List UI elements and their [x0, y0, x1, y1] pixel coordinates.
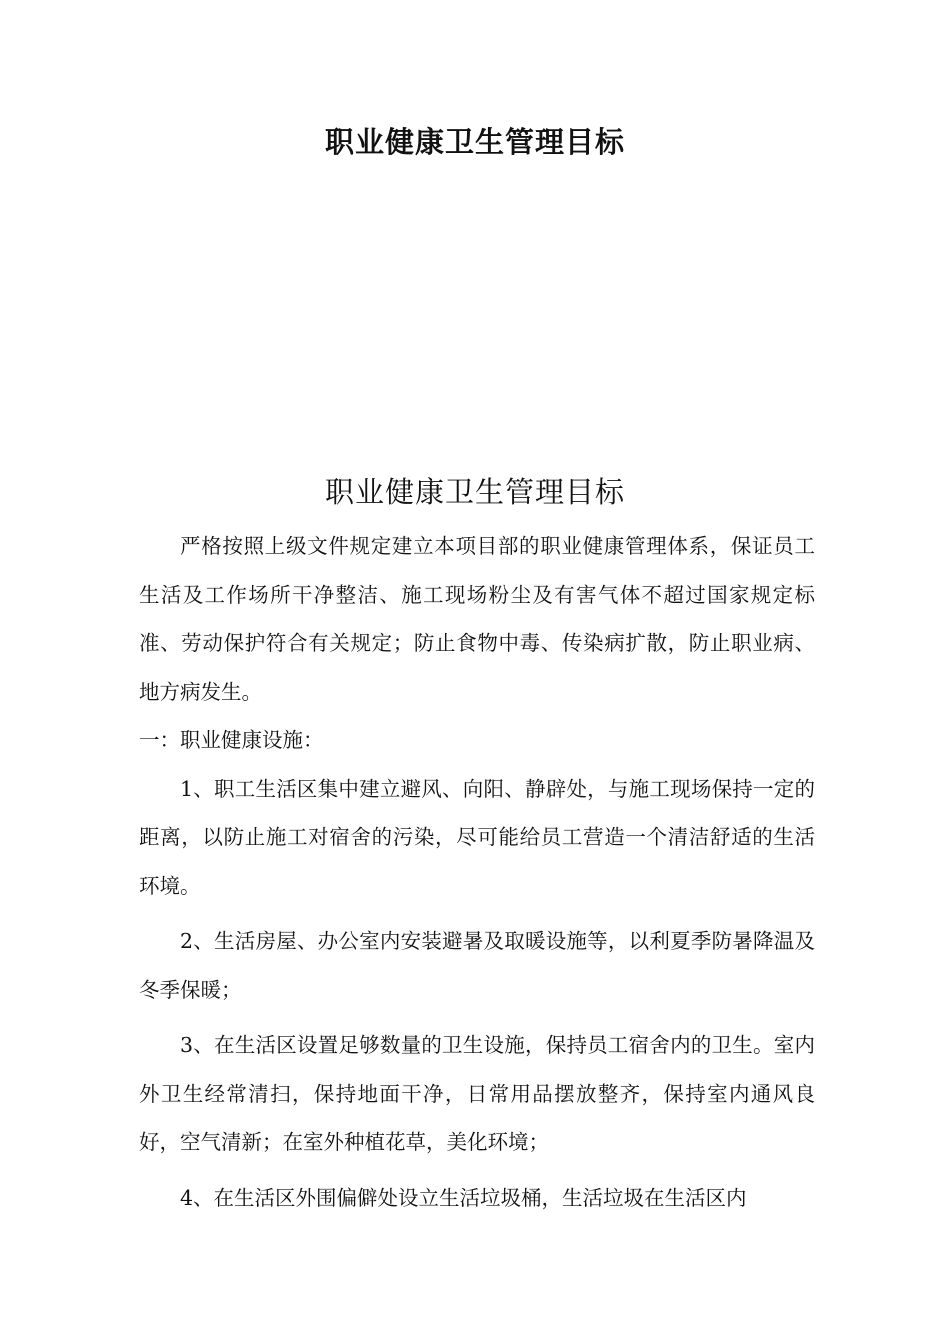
cover-title: 职业健康卫生管理目标: [324, 125, 625, 159]
section-heading-health-facilities: 一：职业健康设施：: [139, 728, 324, 752]
document-body: [139, 522, 815, 1222]
list-item: 3、在生活区设置足够数量的卫生设施，保持员工宿舍内的卫生。室内外卫生经常清扫，保持地面干净，日常用品摆放整齐，保持室内通风良好，空气清新；在室外种植花草，美化环境；: [139, 1033, 815, 1154]
list-item: 4、在生活区外围偏僻处设立生活垃圾桶，生活垃圾在生活区内: [180, 1185, 747, 1210]
list-item: 2、生活房屋、办公室内安装避暑及取暖设施等，以利夏季防暑降温及冬季保暖；: [139, 929, 815, 1002]
document-title: 职业健康卫生管理目标: [324, 475, 625, 509]
list-item: 1、职工生活区集中建立避风、向阳、静辟处，与施工现场保持一定的距离，以防止施工对宿舍的污染，尽可能给员工营造一个清洁舒适的生活环境。: [139, 776, 815, 898]
intro-paragraph: 严格按照上级文件规定建立本项目部的职业健康管理体系，保证员工生活及工作场所干净整洁、施工现场粉尘及有害气体不超过国家规定标准、劳动保护符合有关规定；防止食物中毒、传染病扩散，防止职业病、地方病发生。: [139, 534, 815, 704]
